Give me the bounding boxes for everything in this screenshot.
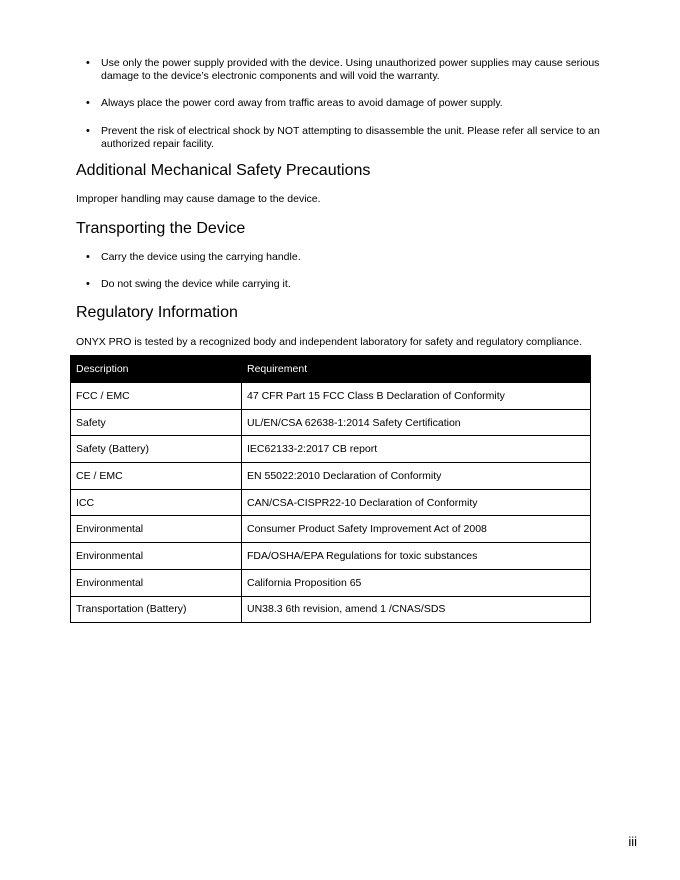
- description-cell: Safety: [71, 409, 242, 436]
- list-item: • Always place the power cord away from traffic areas to avoid damage of power supply.: [86, 97, 631, 110]
- table-row: [71, 516, 591, 543]
- requirement-cell: UN38.3 6th revision, amend 1 /CNAS/SDS: [242, 596, 591, 623]
- transport-heading: Transporting the Device: [76, 220, 246, 237]
- table-row: [71, 569, 591, 596]
- description-cell: Transportation (Battery): [71, 596, 242, 623]
- mechanical-text: Improper handling may cause damage to the device.: [76, 193, 321, 205]
- description-cell: FCC / EMC: [71, 383, 242, 410]
- description-cell: Environmental: [71, 516, 242, 543]
- requirement-cell: FDA/OSHA/EPA Regulations for toxic substances: [242, 543, 591, 570]
- transport-list: [86, 251, 631, 291]
- requirement-cell: Consumer Product Safety Improvement Act of 2008: [242, 516, 591, 543]
- list-item: • Do not swing the device while carrying it.: [86, 278, 631, 291]
- description-cell: ICC: [71, 489, 242, 516]
- description-cell: CE / EMC: [71, 463, 242, 490]
- requirement-cell: 47 CFR Part 15 FCC Class B Declaration of Conformity: [242, 383, 591, 410]
- regulatory-text: ONYX PRO is tested by a recognized body and independent laboratory for safety and regulatory compliance.: [76, 336, 583, 348]
- requirement-cell: CAN/CSA-CISPR22-10 Declaration of Conformity: [242, 489, 591, 516]
- column-header: Requirement: [242, 356, 591, 383]
- column-header: Description: [71, 356, 242, 383]
- page-number: iii: [628, 834, 637, 849]
- description-cell: Environmental: [71, 543, 242, 570]
- list-item: • Carry the device using the carrying handle.: [86, 251, 631, 264]
- regulatory-heading: Regulatory Information: [76, 304, 238, 321]
- requirement-cell: IEC62133-2:2017 CB report: [242, 436, 591, 463]
- table-row: [71, 596, 591, 623]
- requirement-cell: EN 55022:2010 Declaration of Conformity: [242, 463, 591, 490]
- table-row: [71, 383, 591, 410]
- regulatory-table: [70, 355, 591, 623]
- table-row: [71, 463, 591, 490]
- table-row: [71, 409, 591, 436]
- requirement-cell: UL/EN/CSA 62638-1:2014 Safety Certification: [242, 409, 591, 436]
- requirement-cell: California Proposition 65: [242, 569, 591, 596]
- description-cell: Safety (Battery): [71, 436, 242, 463]
- power-safety-list: [86, 57, 631, 151]
- table-row: [71, 436, 591, 463]
- list-item: • Use only the power supply provided with the device. Using unauthorized power supplies may cause serious damage to the device’s electronic components and will void the warranty.: [86, 57, 631, 83]
- table-row: [71, 489, 591, 516]
- description-cell: Environmental: [71, 569, 242, 596]
- mechanical-heading: Additional Mechanical Safety Precautions: [76, 162, 371, 179]
- table-row: [71, 543, 591, 570]
- table-header-row: [71, 356, 591, 383]
- list-item: • Prevent the risk of electrical shock by NOT attempting to disassemble the unit. Please refer all service to an authorized repair facility.: [86, 125, 631, 151]
